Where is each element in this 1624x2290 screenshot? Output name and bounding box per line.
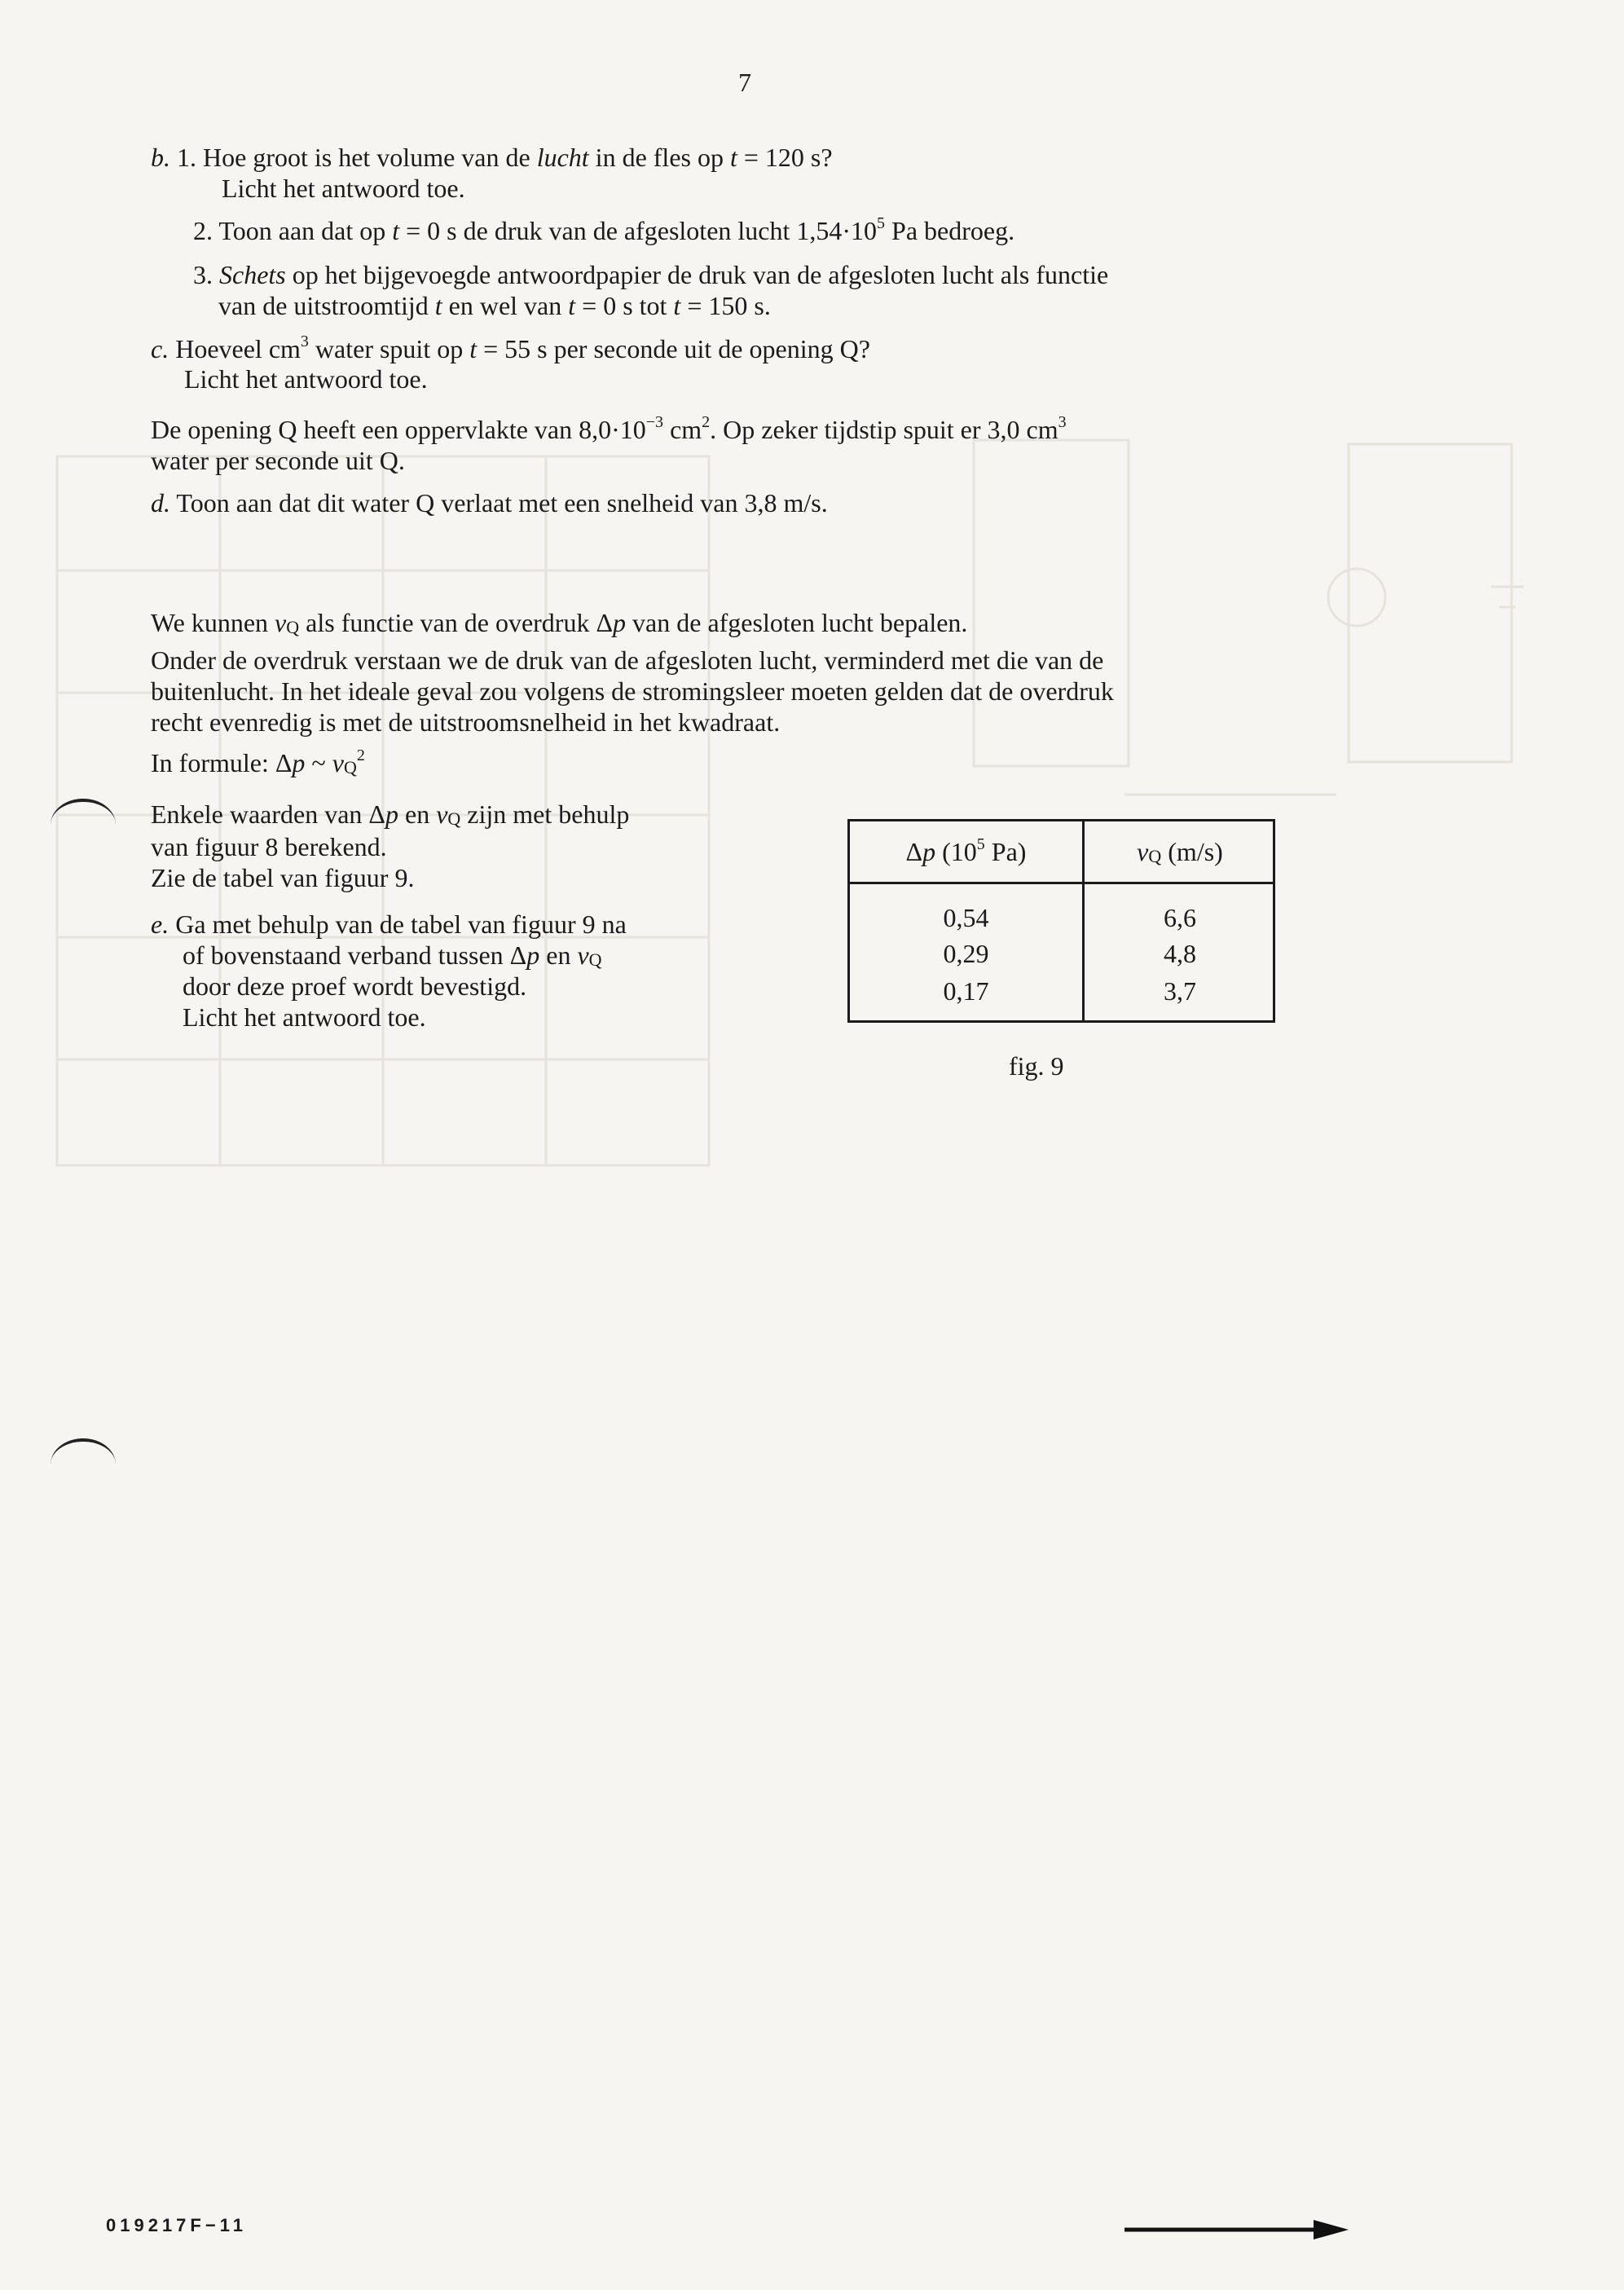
next-page-arrow-icon (1124, 2215, 1353, 2244)
e-l2-a: of bovenstaand verband tussen Δ (183, 940, 527, 970)
b3-l2-d: = 150 s. (680, 291, 771, 320)
question-e (151, 909, 627, 940)
opening-l1-c: . Op zeker tijdstip spuit er 3,0 cm (710, 415, 1058, 444)
question-c-line2: Licht het antwoord toe. (184, 364, 428, 394)
table-row: 0,54 (943, 903, 989, 932)
para-line1 (151, 607, 967, 638)
b2-text-b: = 0 s de druk van de afgesloten lucht 1,54·10 (399, 216, 878, 245)
b2-text-a: Toon aan dat op (218, 216, 393, 245)
question-b1-line2: Licht het antwoord toe. (222, 174, 465, 203)
formula-p: p (292, 748, 306, 777)
formula-sub: Q (343, 757, 357, 777)
question-e-label: e. (151, 909, 169, 939)
para-l1-b: als functie van de overdruk Δ (299, 608, 614, 637)
enkele-l1-sub: Q (447, 808, 461, 829)
c-text-c: = 55 s per seconde uit de opening Q? (477, 334, 870, 363)
question-e-line2 (183, 940, 602, 971)
question-e-line4: Licht het antwoord toe. (183, 1002, 426, 1032)
b3-l2-a: van de uitstroomtijd (218, 291, 435, 320)
th1-a: Δ (905, 837, 923, 866)
b1-var: t (729, 143, 737, 172)
enkele-line2: van figuur 8 berekend. (151, 832, 387, 861)
th1-exp: 5 (976, 835, 985, 854)
b2-text-c: Pa bedroeg. (885, 216, 1015, 245)
table-row: 0,17 (943, 976, 989, 1006)
para-l1-c: van de afgesloten lucht bepalen. (626, 608, 968, 637)
para-line4: recht evenredig is met de uitstroomsnelheid in het kwadraat. (151, 707, 781, 737)
c-exp: 3 (300, 332, 309, 351)
fig9-caption: fig. 9 (1009, 1051, 1064, 1081)
punch-hole-mark (51, 799, 116, 851)
page-number: 7 (738, 68, 751, 97)
b1-text-a: Hoe groot is het volume van de (203, 143, 537, 172)
c-var: t (469, 334, 478, 363)
opening-l1-a: De opening Q heeft een oppervlakte van 8,0·10 (151, 415, 646, 444)
question-b3 (193, 259, 1108, 290)
question-c (151, 333, 870, 364)
question-b3-line2 (218, 290, 771, 321)
enkele-line1 (151, 799, 629, 830)
question-b1 (151, 142, 833, 173)
para-l1-p: p (613, 608, 627, 637)
enkele-l1-a: Enkele waarden van Δ (151, 799, 385, 829)
e-l1: Ga met behulp van de tabel van figuur 9 na (175, 909, 627, 939)
e-l2-p: p (526, 940, 540, 970)
question-d (151, 487, 828, 518)
opening-paragraph-line2: water per seconde uit Q. (151, 446, 405, 475)
table-header-dp (850, 835, 1082, 868)
formula-a: In formule: Δ (151, 748, 293, 777)
table-row: 3,7 (1164, 976, 1196, 1006)
para-l1-v: v (275, 608, 287, 637)
para-l1-sub: Q (286, 617, 300, 637)
formula-line (151, 747, 365, 778)
b2-var: t (392, 216, 400, 245)
b3-var1: t (434, 291, 442, 320)
enkele-l1-v: v (436, 799, 448, 829)
e-l2-v: v (577, 940, 589, 970)
question-b-label: b. (151, 143, 170, 172)
b1-text-c: = 120 s? (737, 143, 833, 172)
th2-v: v (1137, 837, 1149, 866)
opening-exp: −3 (645, 413, 664, 432)
b1-text-b: in de fles op (588, 143, 730, 172)
formula-v: v (332, 748, 344, 777)
formula-b: ~ (305, 748, 332, 777)
para-line2: Onder de overdruk verstaan we de druk van de afgesloten lucht, verminderd met die van de (151, 645, 1104, 675)
b3-l2-c: = 0 s tot (575, 291, 674, 320)
b2-number: 2. (193, 216, 213, 245)
para-line3: buitenlucht. In het ideale geval zou volgens de stromingsleer moeten gelden dat de overdruk (151, 676, 1114, 706)
th1-b: (10 (935, 837, 977, 866)
e-l2-sub: Q (588, 949, 602, 970)
opening-paragraph (151, 414, 1067, 445)
b1-number: 1. (177, 143, 196, 172)
b3-text-a: op het bijgevoegde antwoordpapier de druk van de afgesloten lucht als functie (285, 260, 1109, 289)
b2-exp: 5 (877, 214, 886, 233)
enkele-l1-b: en (398, 799, 437, 829)
para-l1-a: We kunnen (151, 608, 275, 637)
enkele-line3: Zie de tabel van figuur 9. (151, 863, 415, 892)
table-row: 4,8 (1164, 939, 1196, 968)
b3-var3: t (673, 291, 681, 320)
th1-p: p (922, 837, 936, 866)
c-text-a: Hoeveel cm (175, 334, 301, 363)
c-text-b: water spuit op (308, 334, 470, 363)
opening-exp2: 2 (702, 413, 711, 432)
enkele-l1-c: zijn met behulp (460, 799, 630, 829)
opening-exp3: 3 (1058, 413, 1067, 432)
table-header-rule (850, 882, 1273, 884)
b3-number: 3. (193, 260, 213, 289)
table-row: 6,6 (1164, 903, 1196, 932)
d-text: Toon aan dat dit water Q verlaat met een snelheid van 3,8 m/s. (176, 488, 828, 517)
b3-var2: t (568, 291, 576, 320)
question-b2 (193, 215, 1014, 246)
b1-text-em: lucht (536, 143, 589, 172)
fig9-table (847, 819, 1275, 1023)
table-header-vq (1085, 835, 1275, 868)
punch-hole-mark (51, 1438, 116, 1491)
question-e-line3: door deze proef wordt bevestigd. (183, 971, 527, 1001)
enkele-l1-p: p (385, 799, 398, 829)
table-row: 0,29 (943, 939, 989, 968)
question-d-label: d. (151, 488, 170, 517)
formula-exp: 2 (356, 746, 365, 765)
th2-sub: Q (1148, 846, 1162, 866)
b3-l2-b: en wel van (442, 291, 569, 320)
footer-code: 019217F−11 (106, 2215, 247, 2235)
th2-b: (m/s) (1161, 837, 1223, 866)
th1-c: Pa) (984, 837, 1027, 866)
e-l2-b: en (539, 940, 578, 970)
opening-l1-b: cm (663, 415, 702, 444)
question-c-label: c. (151, 334, 169, 363)
b3-em: Schets (219, 260, 286, 289)
